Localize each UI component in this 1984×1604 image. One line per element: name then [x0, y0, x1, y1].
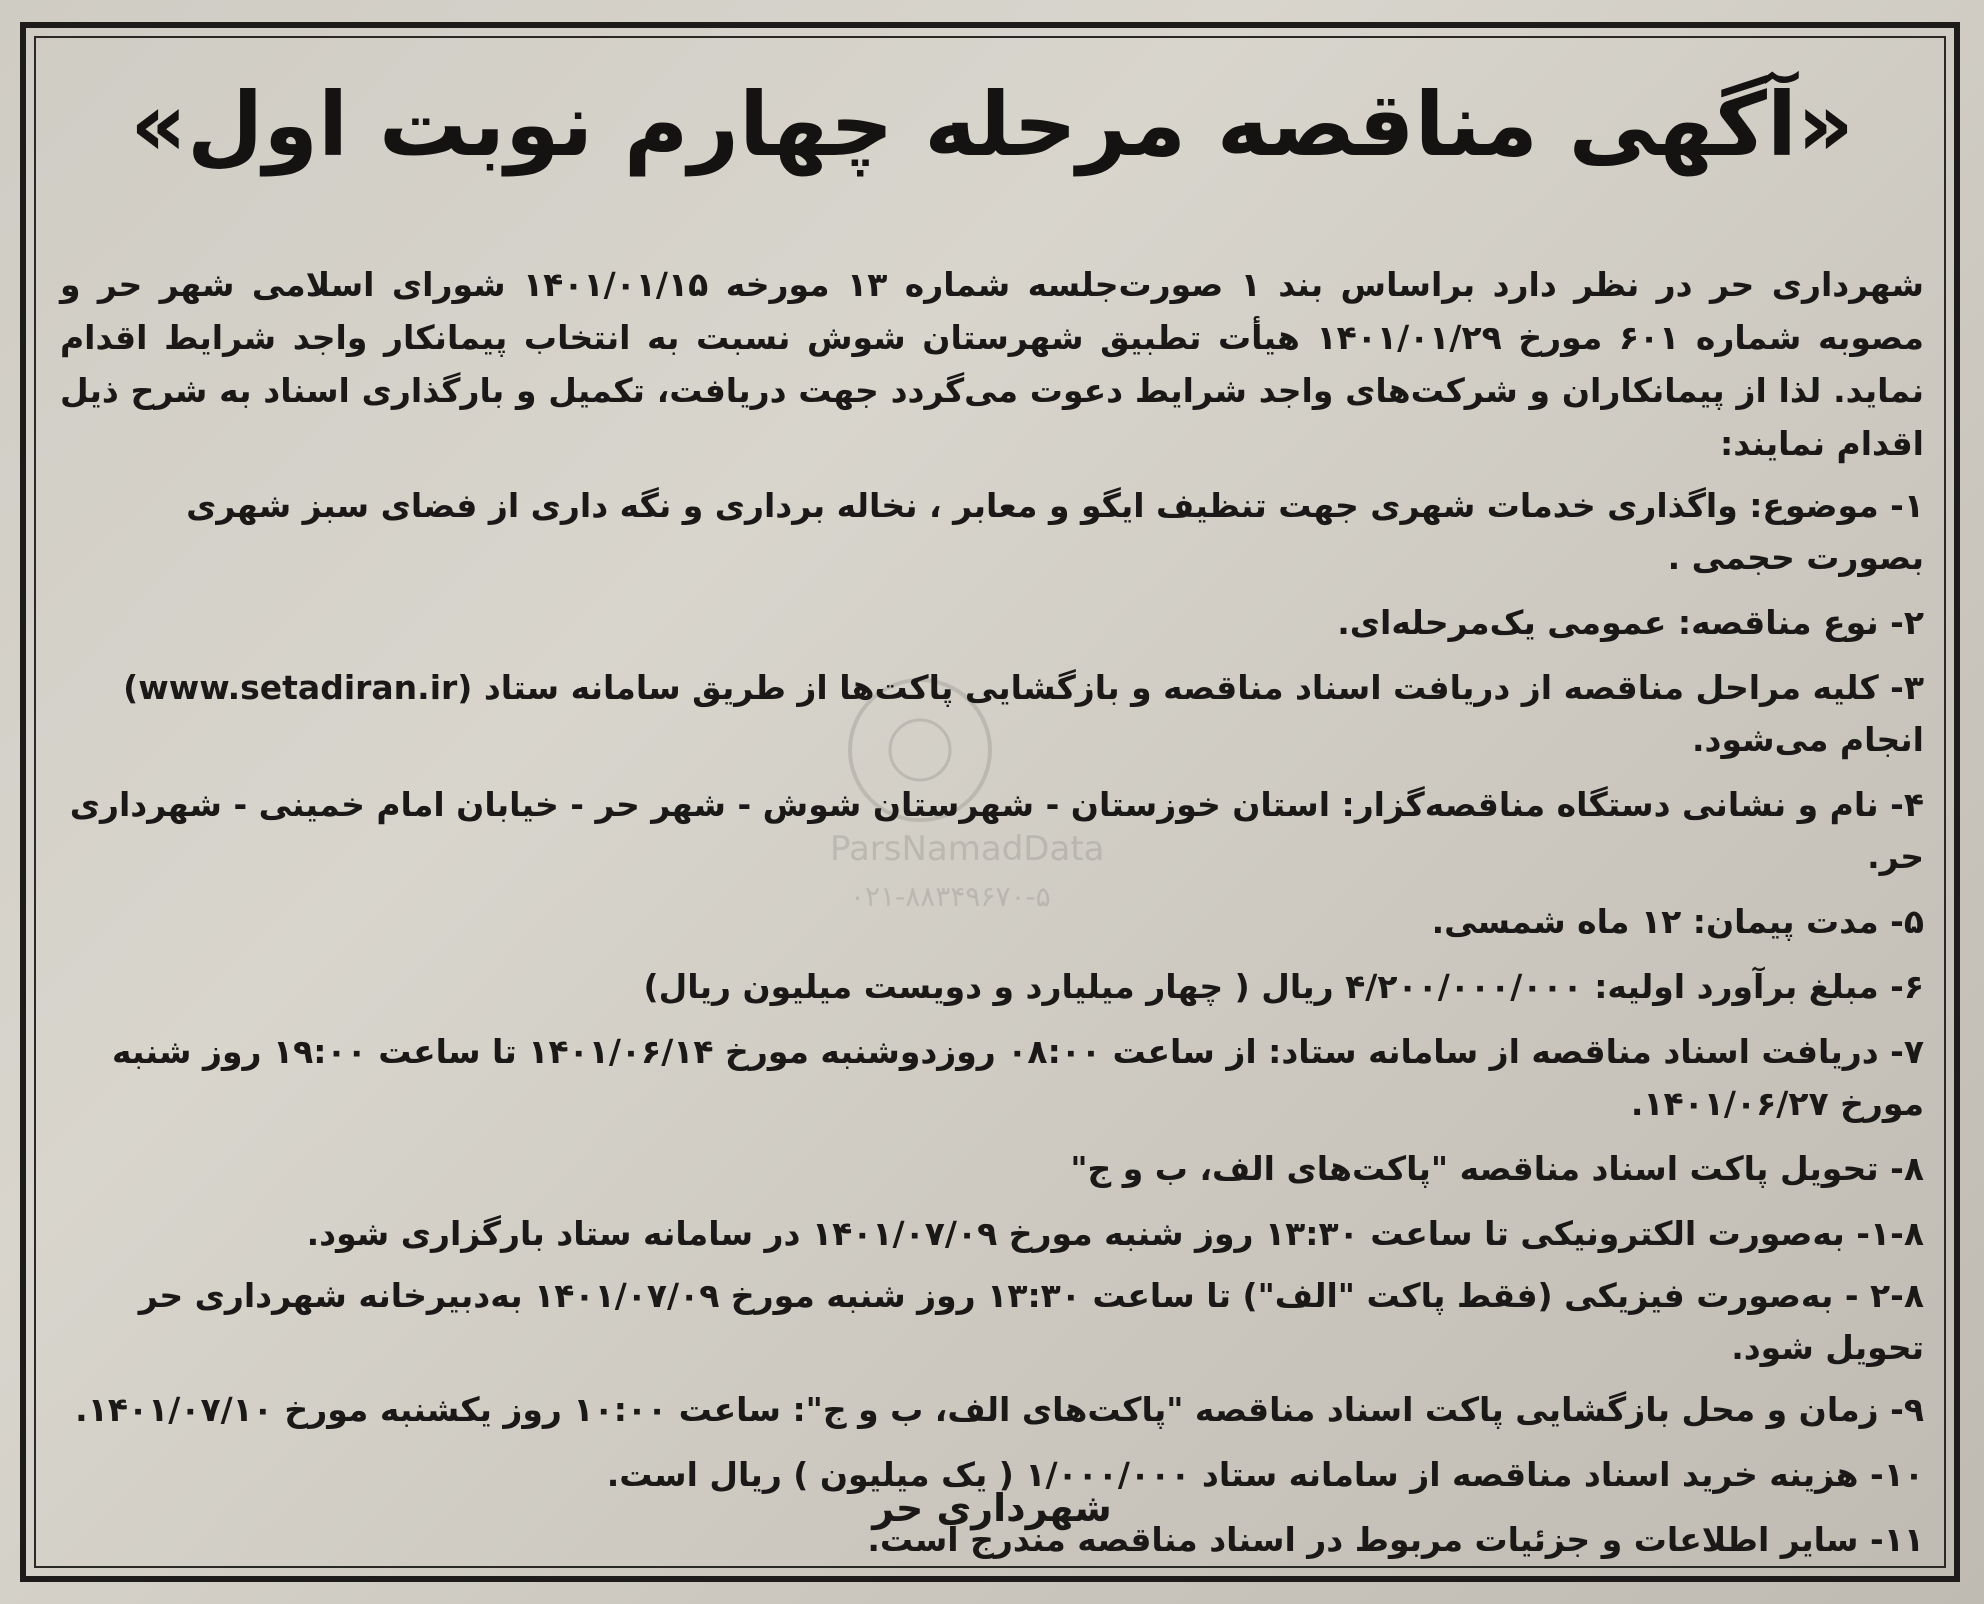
notice-item: ۷- دریافت اسناد مناقصه از سامانه ستاد: از ساعت ۰۸:۰۰ روزدوشنبه مورخ ۱۴۰۱/۰۶/۱۴ تا ساعت ۱۹:۰۰ روز شنبه مورخ ۱۴۰۱/۰۶/۲۷.	[112, 1032, 1924, 1123]
notice-intro: شهرداری حر در نظر دارد براساس بند ۱ صورت‌جلسه شماره ۱۳ مورخه ۱۴۰۱/۰۱/۱۵ شورای اسلامی شهر حر و مصوبه شماره ۶۰۱ مورخ ۱۴۰۱/۰۱/۲۹ هیأت تطبیق شهرستان شوش نسبت به انتخاب پیمانکار واجد شرایط اقدام نماید. لذا از پیمانکاران و شرکت‌های واجد شرایط دعوت می‌گردد جهت دریافت، تکمیل و بارگذاری اسناد به شرح ذیل اقدام نمایند:	[60, 265, 1925, 463]
notice-item: ۱۰- هزینه خرید اسناد مناقصه از سامانه ستاد ۱/۰۰۰/۰۰۰ ( یک میلیون ) ریال است.	[606, 1455, 1924, 1494]
notice-title: «آگهی مناقصه مرحله چهارم نوبت اول»	[130, 73, 1854, 176]
watermark-text: ParsNamadData	[830, 829, 1105, 869]
watermark-phone: ۰۲۱-۸۸۳۴۹۶۷۰-۵	[850, 880, 1051, 913]
notice-item: ۱- موضوع: واگذاری خدمات شهری جهت تنظیف ایگو و معابر ، نخاله برداری و نگه داری از فضای سبز شهری بصورت حجمی .	[186, 486, 1924, 577]
notice-subitem: ۱-۸- به‌صورت الکترونیکی تا ساعت ۱۳:۳۰ روز شنبه مورخ ۱۴۰۱/۰۷/۰۹ در سامانه ستاد بارگزاری شود.	[306, 1214, 1924, 1253]
notice-item: ۶- مبلغ برآورد اولیه: ۴/۲۰۰/۰۰۰/۰۰۰ ریال ( چهار میلیارد و دویست میلیون ریال)	[643, 967, 1924, 1006]
notice-item: ۴- نام و نشانی دستگاه مناقصه‌گزار: استان خوزستان - شهرستان شوش - شهر حر - خیابان امام خمینی - شهرداری حر.	[69, 785, 1924, 876]
notice-item: ۳- کلیه مراحل مناقصه از دریافت اسناد مناقصه و بازگشایی پاکت‌ها از طریق سامانه ستاد (www.setadiran.ir) انجام می‌شود.	[123, 668, 1924, 759]
signature: شهرداری حر	[872, 1486, 1112, 1530]
notice-item: ۲- نوع مناقصه: عمومی یک‌مرحله‌ای.	[1337, 603, 1924, 642]
notice-subitem: ۲-۸ - به‌صورت فیزیکی (فقط پاکت "الف") تا ساعت ۱۳:۳۰ روز شنبه مورخ ۱۴۰۱/۰۷/۰۹ به‌دبیرخانه شهرداری حر تحویل شود.	[138, 1276, 1924, 1367]
notice-item: ۸- تحویل پاکت اسناد مناقصه "پاکت‌های الف، ب و ج"	[1070, 1149, 1924, 1188]
notice-item: ۹- زمان و محل بازگشایی پاکت اسناد مناقصه "پاکت‌های الف، ب و ج": ساعت ۱۰:۰۰ روز یکشنبه مورخ ۱۴۰۱/۰۷/۱۰.	[75, 1390, 1924, 1429]
notice-body	[60, 258, 1924, 1579]
notice-item: ۵- مدت پیمان: ۱۲ ماه شمسی.	[1431, 902, 1924, 941]
notice-item: ۱۱- سایر اطلاعات و جزئیات مربوط در اسناد مناقصه مندرج است.	[867, 1520, 1924, 1559]
